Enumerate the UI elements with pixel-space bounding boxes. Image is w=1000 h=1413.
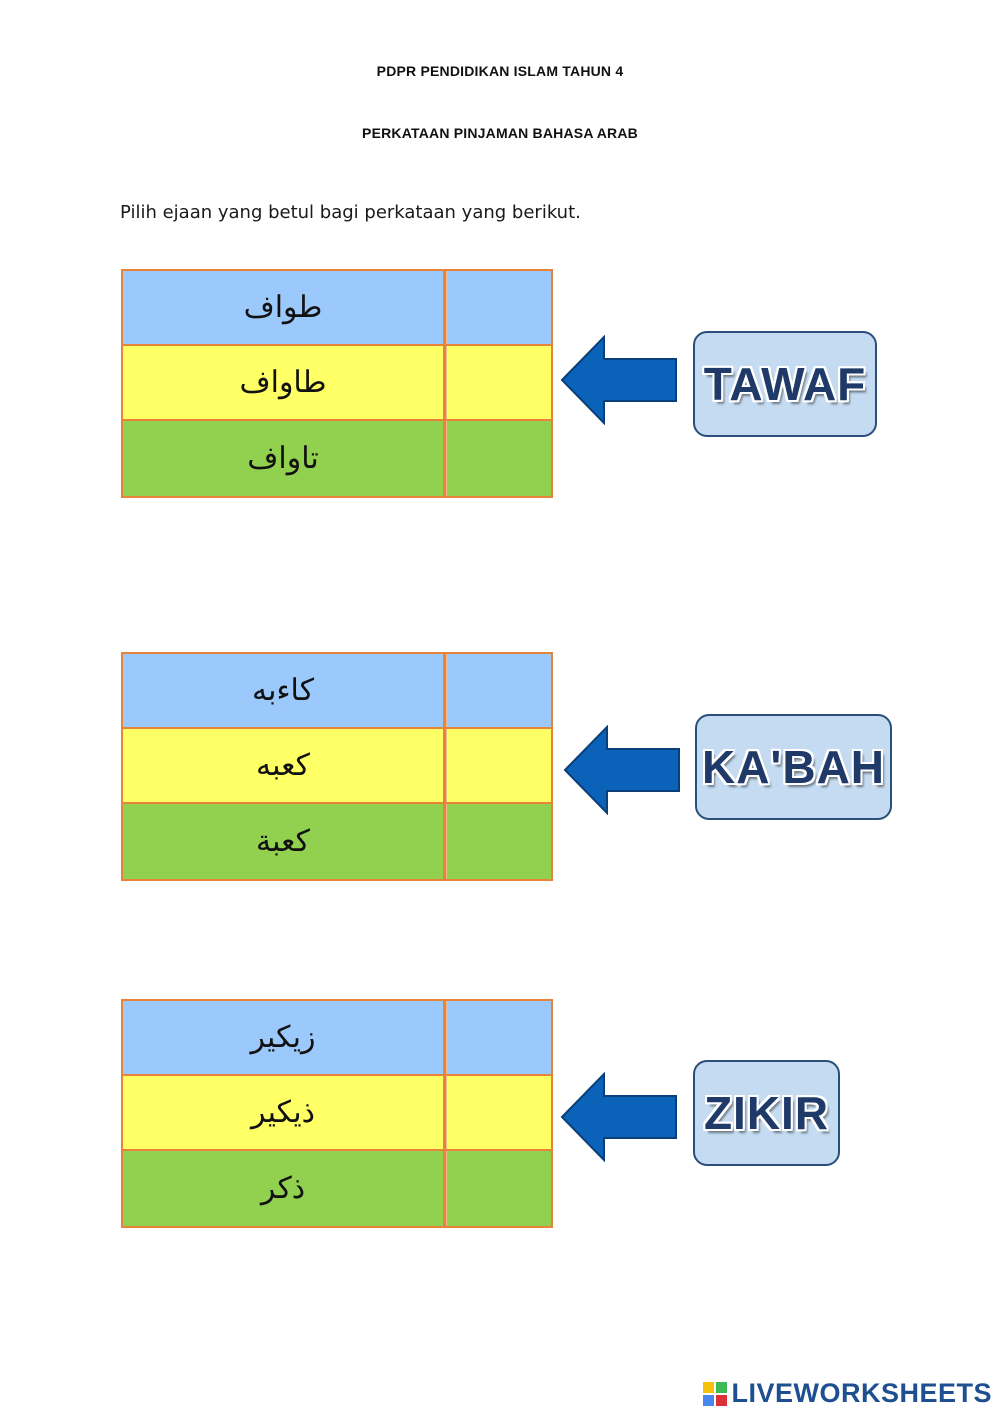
option-row <box>123 421 551 496</box>
answer-box[interactable] <box>446 729 551 802</box>
left-arrow-icon <box>563 725 681 815</box>
option-row <box>123 804 551 879</box>
option-word: ذيكير <box>123 1076 446 1149</box>
answer-box[interactable] <box>446 804 551 879</box>
word-label-text: ZIKIR <box>703 1087 830 1139</box>
option-word: ذكر <box>123 1151 446 1226</box>
option-word: زيكير <box>123 1001 446 1074</box>
answer-box[interactable] <box>446 1076 551 1149</box>
brand-text: LIVEWORKSHEETS <box>731 1378 992 1408</box>
option-row <box>123 729 551 804</box>
word-label-text: KA'BAH <box>701 741 886 793</box>
option-word: طواف <box>123 271 446 344</box>
option-row <box>123 1076 551 1151</box>
options-table-zikir <box>121 999 553 1228</box>
option-row <box>123 1151 551 1226</box>
worksheet-subtitle: PERKATAAN PINJAMAN BAHASA ARAB <box>362 125 638 141</box>
option-row <box>123 654 551 729</box>
answer-box[interactable] <box>446 654 551 727</box>
option-row <box>123 1001 551 1076</box>
answer-box[interactable] <box>446 271 551 344</box>
option-word: كعبة <box>123 804 446 879</box>
answer-box[interactable] <box>446 1001 551 1074</box>
footer-brand <box>703 1378 992 1409</box>
left-arrow-icon <box>560 335 678 425</box>
answer-box[interactable] <box>446 421 551 496</box>
option-word: كاءبه <box>123 654 446 727</box>
options-table-kabah <box>121 652 553 881</box>
worksheet-title: PDPR PENDIDIKAN ISLAM TAHUN 4 <box>376 63 624 79</box>
option-word: كعبه <box>123 729 446 802</box>
options-table-tawaf <box>121 269 553 498</box>
left-arrow-icon <box>560 1072 678 1162</box>
option-row <box>123 271 551 346</box>
answer-box[interactable] <box>446 346 551 419</box>
option-row <box>123 346 551 421</box>
word-label-tawaf <box>693 331 877 437</box>
option-word: طاواف <box>123 346 446 419</box>
option-word: تاواف <box>123 421 446 496</box>
instruction-text: Pilih ejaan yang betul bagi perkataan yang berikut. <box>120 202 581 223</box>
liveworksheets-logo-icon <box>703 1382 727 1406</box>
word-label-kabah <box>695 714 892 820</box>
word-label-text: TAWAF <box>703 358 867 410</box>
answer-box[interactable] <box>446 1151 551 1226</box>
word-label-zikir <box>693 1060 840 1166</box>
